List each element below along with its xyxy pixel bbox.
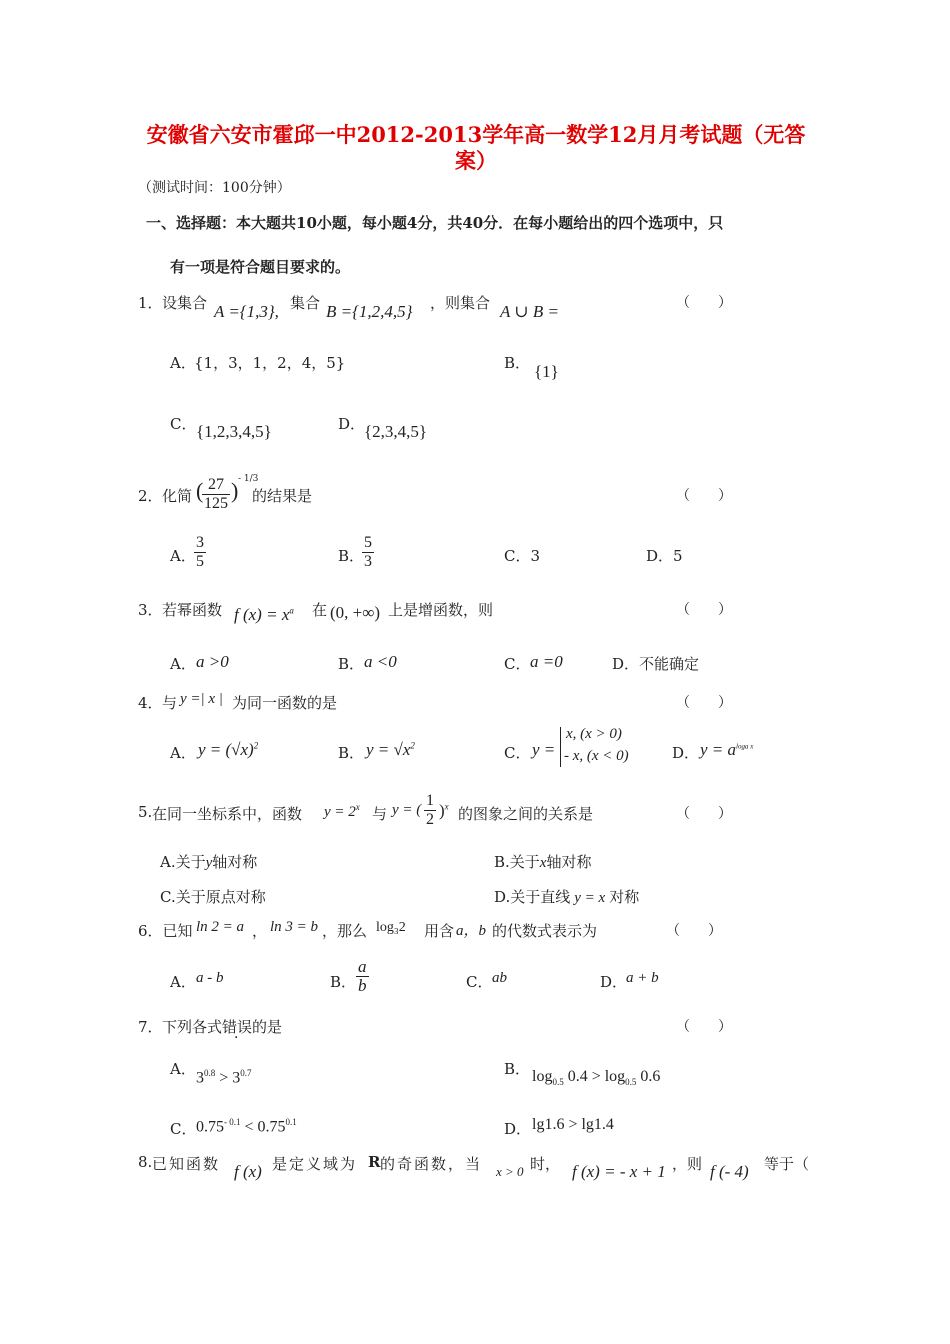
option-b: $\frac{a}{b}$ <box>358 957 367 995</box>
question-text: 用含 <box>424 922 455 940</box>
option-c-label: C． <box>170 415 197 433</box>
answer-blank: （ ） <box>666 923 722 939</box>
question-text: 在同一坐标系中，函数 <box>152 805 303 823</box>
option-c: $0.75^{- 0.1} < 0.75^{0.1}$ <box>196 1117 297 1136</box>
option-a-label: A． <box>170 354 196 372</box>
option-d: D．5 <box>646 547 683 565</box>
option-c-y: y = <box>532 740 556 759</box>
question-text: ，则集合 <box>430 294 491 312</box>
option-d: D．不能确定 <box>612 655 700 673</box>
option-c-label: C． <box>170 1120 197 1138</box>
title-line-1: 安徽省六安市霍邱一中2012-2013学年高一数学12月月考试题（无答 <box>146 122 806 147</box>
option-b-label: B． <box>330 973 357 991</box>
function-1: $y = 2^x$ <box>324 802 360 820</box>
option-a: $\frac{3}{5}$ <box>196 534 204 570</box>
title-line-2: 案） <box>455 148 497 173</box>
question-text: 的代数式表示为 <box>492 922 598 940</box>
option-b: $\frac{5}{3}$ <box>364 534 372 570</box>
question-text: 的图象之间的关系是 <box>458 805 594 823</box>
union-expression: A ∪ B = <box>500 302 559 321</box>
option-b: $y = √x^2$ <box>366 740 415 759</box>
answer-blank: （ ） <box>676 806 732 822</box>
option-a-label: A． <box>170 547 196 565</box>
answer-blank: （ ） <box>676 295 732 311</box>
option-c-label: C． <box>504 744 531 762</box>
definition: f (x) = - x + 1 <box>572 1162 666 1181</box>
option-a: $y = (√x)^2$ <box>198 740 259 759</box>
question-number: 7． <box>138 1018 163 1036</box>
option-a-label: A． <box>170 973 196 991</box>
option-b: B.关于x轴对称 <box>494 853 592 871</box>
option-b: a <0 <box>364 652 397 671</box>
option-b-label: B． <box>338 744 365 762</box>
log-expression: log₃2 <box>376 920 406 935</box>
option-d-label: D． <box>672 744 700 762</box>
option-d-label: D． <box>338 415 366 433</box>
set-r: R <box>368 1153 381 1171</box>
interval: (0, +∞) <box>330 603 381 622</box>
question-text: ，则 <box>672 1155 703 1173</box>
question-text: 与 <box>162 694 178 712</box>
option-b-label: B． <box>504 1060 531 1078</box>
variables: a，b <box>456 923 487 939</box>
section-heading-line-1: 一、选择题：本大题共10小题，每小题4分，共40分．在每小题给出的四个选项中，只 <box>146 214 724 232</box>
option-d: {2,3,4,5} <box>364 422 428 441</box>
option-d: $y = a^{loga x}$ <box>700 740 754 759</box>
question-text: 已知函数 <box>152 1155 221 1173</box>
function-2-close: )$^x$ <box>439 801 449 820</box>
option-a-label: A． <box>170 655 196 673</box>
question-text: 时， <box>530 1155 561 1173</box>
option-a-label: A． <box>170 744 196 762</box>
answer-blank: （ ） <box>676 695 732 711</box>
option-a: a >0 <box>196 652 229 671</box>
question-text: 与 <box>372 805 388 823</box>
set-b: B ={1,2,4,5} <box>326 302 413 321</box>
question-number: 3． <box>138 601 163 619</box>
question-number: 5. <box>138 803 153 821</box>
function-2: y = ( <box>392 802 422 818</box>
option-d: a + b <box>626 970 659 986</box>
answer-blank: （ ） <box>676 488 732 504</box>
set-a: A ={1,3}, <box>214 302 279 321</box>
question-text: 的结果是 <box>252 487 313 505</box>
option-c: {1,2,3,4,5} <box>196 422 272 441</box>
question-number: 2． <box>138 487 163 505</box>
question-text: 集合 <box>290 294 321 312</box>
question-number: 1． <box>138 294 163 312</box>
separator: ， <box>252 922 268 940</box>
option-d-label: D． <box>600 973 628 991</box>
question-text: 上是增函数，则 <box>388 601 494 619</box>
question-number: 4． <box>138 694 163 712</box>
paren-open: ( <box>196 478 204 503</box>
option-a: {1，3，1，2，4，5} <box>194 354 346 372</box>
option-b: $\log_{0.5} 0.4 > \log_{0.5} 0.6$ <box>532 1068 661 1088</box>
question-text: 若幂函数 <box>162 601 223 619</box>
ask-value: f (- 4) <box>710 1162 749 1181</box>
question-text: 6．已知 <box>138 922 193 940</box>
option-c: a =0 <box>530 652 563 671</box>
option-b: {1} <box>534 362 559 381</box>
option-c-case-2: - x, (x < 0) <box>564 748 629 764</box>
function-f: f (x) <box>234 1162 262 1181</box>
abs-function: y =| x | <box>180 691 223 707</box>
option-b-label: B． <box>338 547 365 565</box>
fraction: $\frac{27}{125}$ <box>204 476 228 512</box>
question-text: ，那么 <box>322 922 368 940</box>
question-number: 8. <box>138 1153 153 1171</box>
option-c-label: C． <box>504 655 531 673</box>
equation-1: ln 2 = a <box>196 919 245 935</box>
option-d: D.关于直线 y = x 对称 <box>494 888 640 906</box>
question-text: 是定义域为 <box>272 1155 358 1173</box>
power-function: f $(x) = x^a$ <box>234 605 294 624</box>
question-text: 设集合 <box>162 294 208 312</box>
question-text: 化简 <box>162 487 193 505</box>
fraction: $\frac{1}{2}$ <box>426 792 434 828</box>
page-title <box>120 122 832 174</box>
answer-blank: （ ） <box>676 1019 732 1035</box>
option-d-label: D． <box>504 1120 532 1138</box>
option-c-case-1: x, (x > 0) <box>566 726 622 742</box>
question-text: 等于（ <box>764 1155 810 1173</box>
option-c: C.关于原点对称 <box>160 888 266 906</box>
exponent: - 1/3 <box>238 474 259 484</box>
paren-close: ) <box>231 478 239 503</box>
question-text: 在 <box>312 601 328 619</box>
equation-2: ln 3 = b <box>270 919 319 935</box>
question-text: 下列各式错误的是 <box>162 1018 283 1036</box>
option-c: ab <box>492 970 507 986</box>
section-heading-line-2: 有一项是符合题目要求的。 <box>170 258 351 276</box>
option-a: $3^{0.8} > 3^{0.7}$ <box>196 1068 252 1087</box>
option-c: C．3 <box>504 547 541 565</box>
option-a: A.关于y轴对称 <box>160 853 258 871</box>
option-a-label: A． <box>170 1060 196 1078</box>
brace-line <box>560 727 563 767</box>
question-text: 的奇函数，当 <box>380 1155 483 1173</box>
option-a: a - b <box>196 970 224 986</box>
answer-blank: （ ） <box>676 602 732 618</box>
option-b-label: B． <box>504 354 531 372</box>
question-text: 为同一函数的是 <box>232 694 338 712</box>
condition: x > 0 <box>496 1164 524 1179</box>
option-b-label: B． <box>338 655 365 673</box>
option-c-label: C． <box>466 973 493 991</box>
time-note: （测试时间：100分钟） <box>138 180 291 196</box>
option-d: lg1.6 > lg1.4 <box>532 1116 614 1133</box>
